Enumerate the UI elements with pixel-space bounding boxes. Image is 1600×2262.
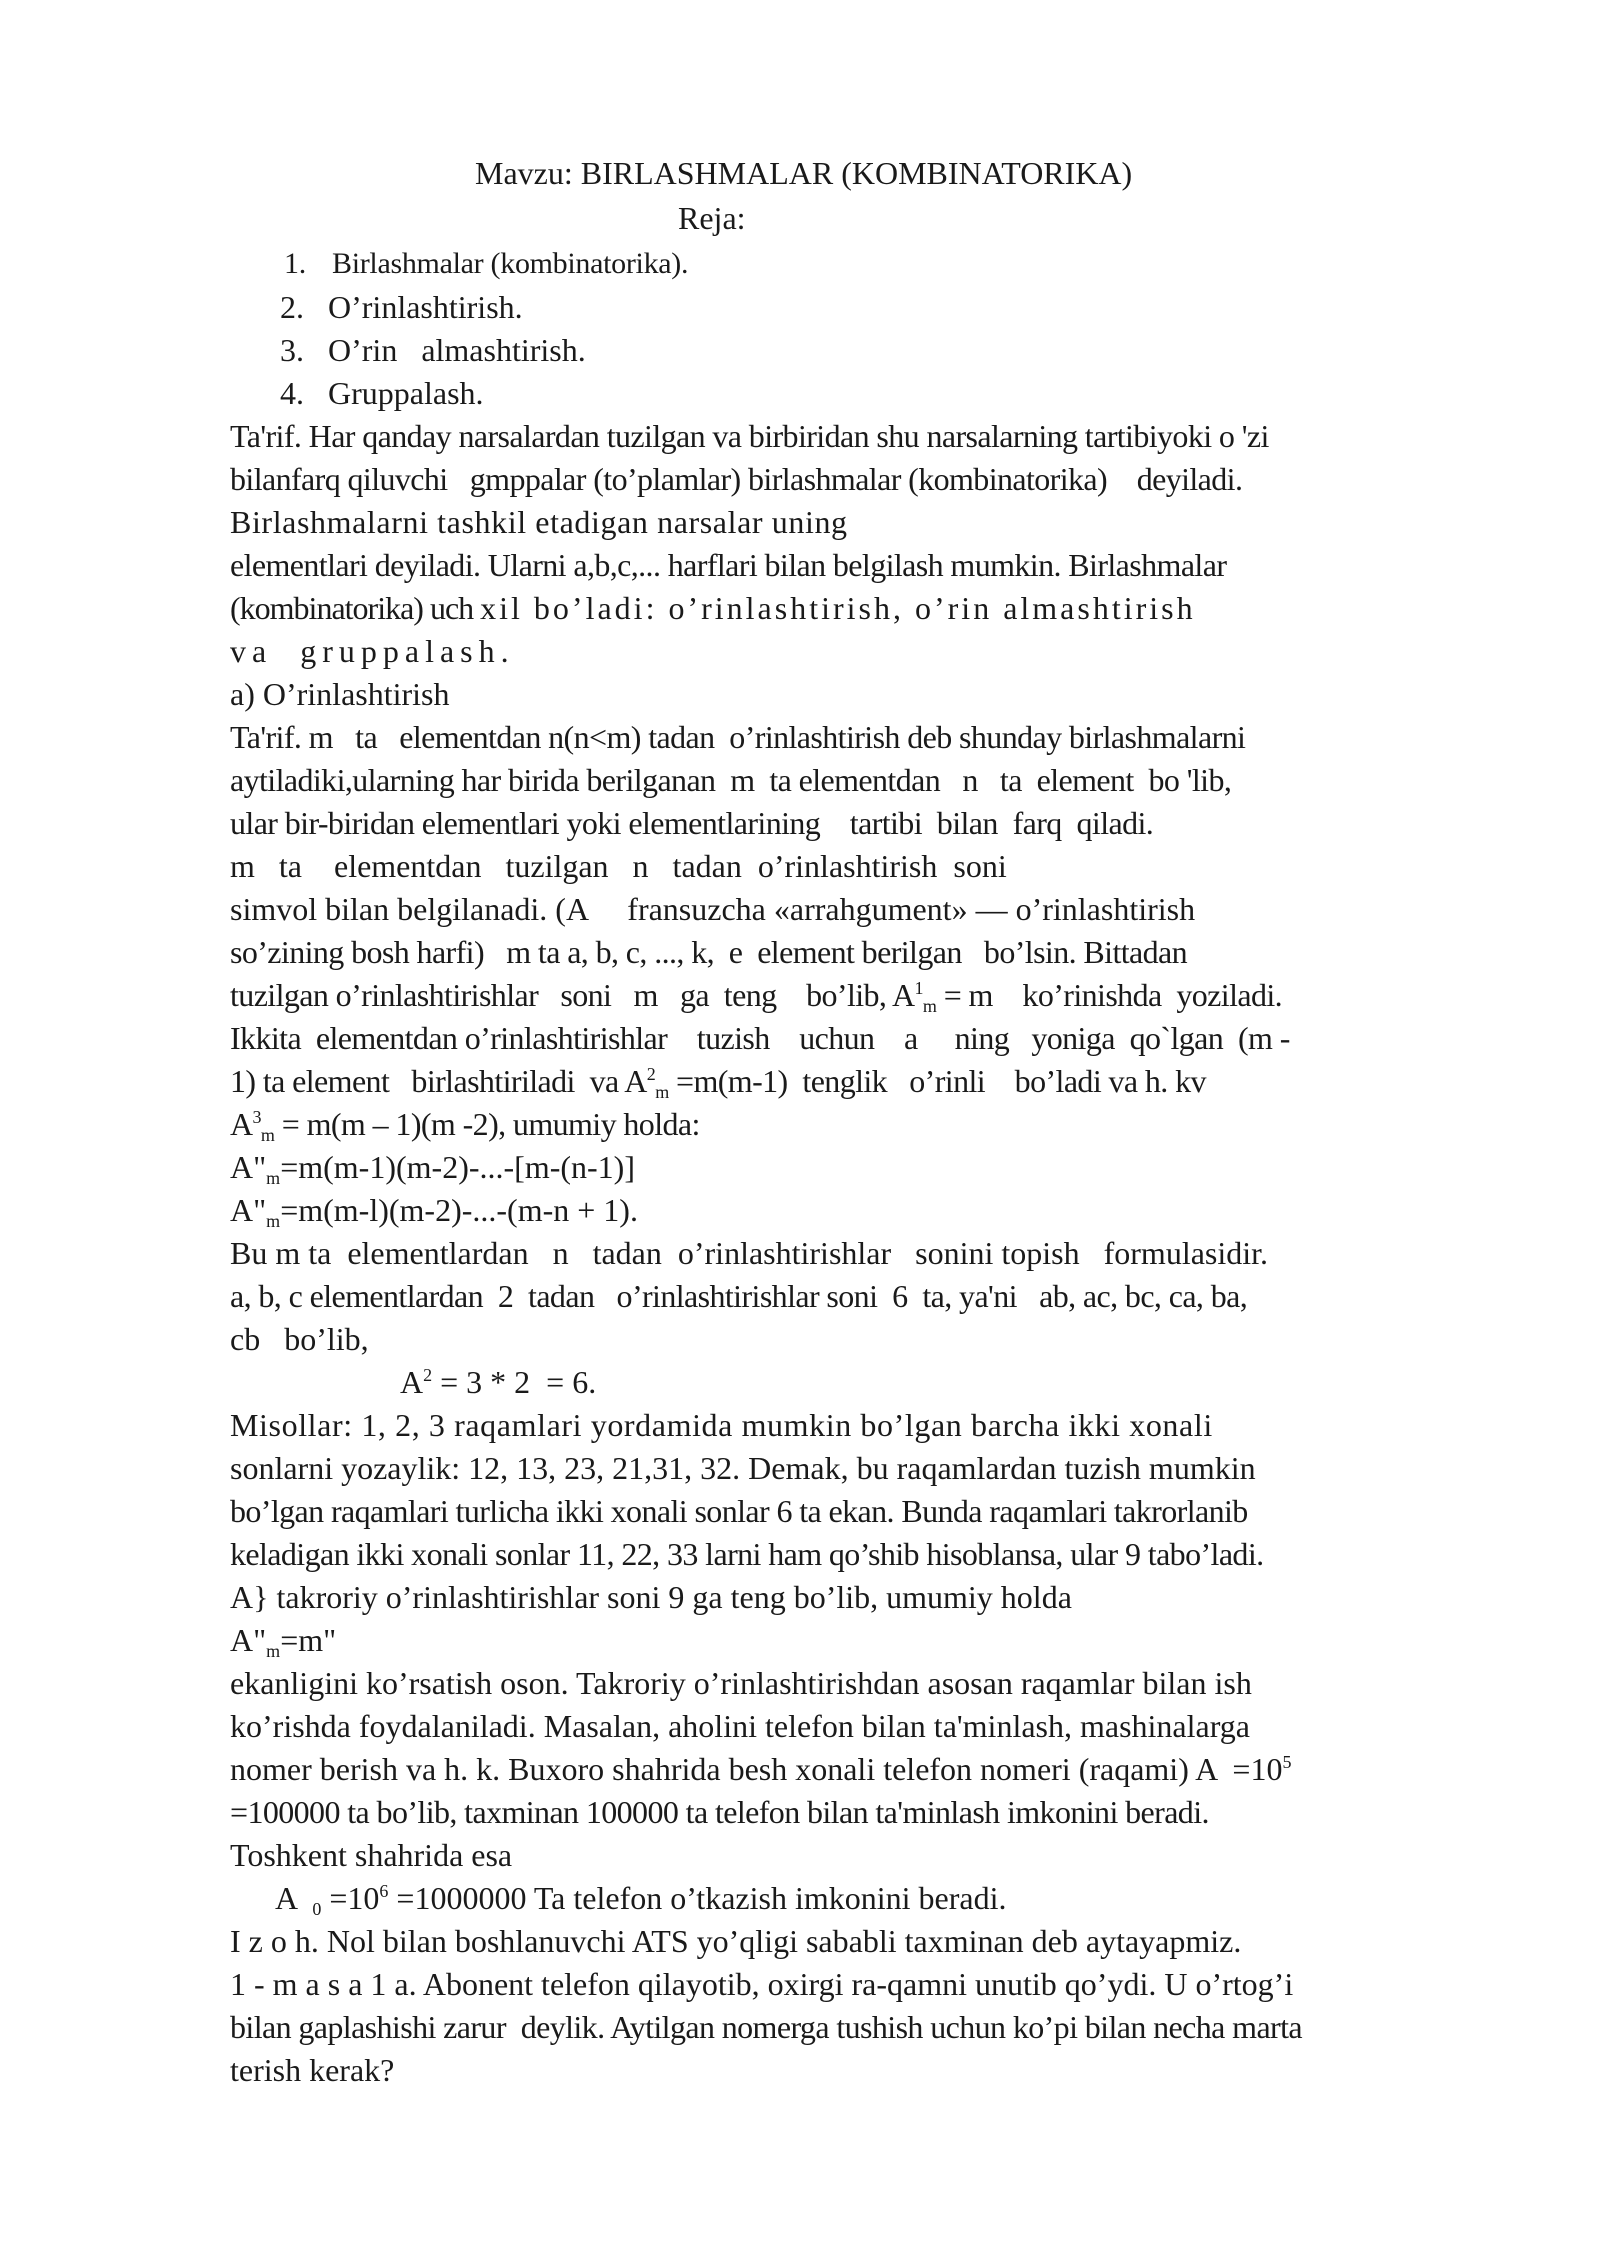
text-line: simvol bilan belgilanadi. (A fransuzcha «arrahgument» — o’rinlashtirish bbox=[230, 891, 1196, 927]
text-line: bo’lgan raqamlari turlicha ikki xonali sonlar 6 ta ekan. Bunda raqamlari takrorlanib bbox=[230, 1493, 1248, 1529]
text-line bbox=[230, 588, 1196, 628]
subscript: m bbox=[266, 1211, 281, 1231]
plan-item-number: 2. bbox=[280, 289, 304, 325]
subscript: m bbox=[266, 1641, 281, 1661]
superscript: 2 bbox=[646, 1064, 656, 1084]
plan-item-text: O’rin almashtirish. bbox=[328, 332, 586, 368]
plan-item-text: Gruppalash. bbox=[328, 375, 484, 411]
plan-item bbox=[280, 373, 484, 413]
text-line: elementlari deyiladi. Ularni a,b,c,... harflari bilan belgilash mumkin. Birlashmalar bbox=[230, 547, 1227, 583]
formula-line bbox=[230, 1190, 638, 1230]
text-line: =100000 ta bo’lib, taxminan 100000 ta telefon bilan ta'minlash imkonini beradi. bbox=[230, 1794, 1209, 1830]
text-line: Ikkita elementdan o’rinlashtirishlar tuzish uchun a ning yoniga qo`lgan (m - bbox=[230, 1020, 1290, 1056]
text-line: Ta'rif. m ta elementdan n(n<m) tadan o’rinlashtirish deb shunday birlashmalarni bbox=[230, 719, 1246, 755]
text-fragment: =m(m-l)(m-2)-...-(m-n + 1). bbox=[280, 1192, 638, 1228]
text-line: bilanfarq qiluvchi gmppalar (to’plamlar) birlashmalar (kombinatorika) deyiladi. bbox=[230, 461, 1243, 497]
formula-line bbox=[230, 1620, 336, 1660]
text-fragment: A" bbox=[230, 1622, 267, 1658]
subheading: a) O’rinlashtirish bbox=[230, 676, 450, 712]
plan-item bbox=[280, 330, 586, 370]
plan-item-number: 1. bbox=[284, 247, 306, 280]
text-fragment: A" bbox=[230, 1149, 267, 1185]
text-line: aytiladiki,ularning har birida berilganan m ta elementdan n ta element bo 'lib, bbox=[230, 762, 1232, 798]
note-line: I z o h. Nol bilan boshlanuvchi ATS yo’qligi sababli taxminan deb aytayapmiz. bbox=[230, 1923, 1242, 1959]
superscript: 1 bbox=[914, 978, 923, 998]
subscript: 0 bbox=[312, 1899, 322, 1919]
plan-item bbox=[284, 244, 688, 284]
text-fragment: 1) ta element birlashtiriladi va A bbox=[230, 1063, 647, 1099]
text-fragment: A bbox=[275, 1880, 313, 1916]
text-line: ekanligini ko’rsatish oson. Takroriy o’rinlashtirishdan asosan raqamlar bilan ish bbox=[230, 1665, 1252, 1701]
plan-item-number: 4. bbox=[280, 375, 304, 411]
text-fragment: =1000000 Ta telefon o’tkazish imkonini beradi. bbox=[388, 1880, 1007, 1916]
subscript: m bbox=[922, 996, 937, 1016]
superscript: 3 bbox=[252, 1107, 261, 1127]
text-line: sonlarni yozaylik: 12, 13, 23, 21,31, 32. Demak, bu raqamlardan tuzish mumkin bbox=[230, 1450, 1256, 1486]
text-fragment: tuzilgan o’rinlashtirishlar soni m ga teng bo’lib, A bbox=[230, 977, 915, 1013]
text-fragment: nomer berish va h. k. Buxoro shahrida besh xonali telefon nomeri (raqami) A =10 bbox=[230, 1751, 1283, 1787]
text-fragment: A bbox=[400, 1364, 424, 1400]
superscript: 5 bbox=[1282, 1752, 1292, 1772]
text-fragment: =m(m-1) tenglik o’rinli bo’ladi va h. kv bbox=[668, 1063, 1206, 1099]
formula-line bbox=[230, 1147, 635, 1187]
superscript: 2 bbox=[423, 1365, 433, 1385]
text-fragment: =m(m-1)(m-2)-...-[m-(n-1)] bbox=[280, 1149, 635, 1185]
formula-line bbox=[400, 1362, 596, 1402]
plan-item-text: O’rinlashtirish. bbox=[328, 289, 523, 325]
text-fragment: (kombinatorika) uch bbox=[230, 590, 481, 626]
plan-item-number: 3. bbox=[280, 332, 304, 368]
subscript: m bbox=[260, 1125, 275, 1145]
text-fragment: = m(m – 1)(m -2), umumiy holda: bbox=[274, 1106, 700, 1142]
formula-line bbox=[230, 1104, 700, 1144]
text-line: Misollar: 1, 2, 3 raqamlari yordamida mumkin bo’lgan barcha ikki xonali bbox=[230, 1407, 1213, 1443]
text-line: keladigan ikki xonali sonlar 11, 22, 33 larni ham qo’shib hisoblansa, ular 9 tabo’ladi. bbox=[230, 1536, 1264, 1572]
plan-item-text: Birlashmalar (kombinatorika). bbox=[332, 247, 689, 280]
text-line: Ta'rif. Har qanday narsalardan tuzilgan va birbiridan shu narsalarning tartibiyoki o 'zi bbox=[230, 418, 1269, 454]
text-line bbox=[230, 975, 1282, 1015]
text-line bbox=[230, 1061, 1206, 1101]
text-line: Toshkent shahrida esa bbox=[230, 1837, 513, 1873]
text-fragment: =10 bbox=[321, 1880, 380, 1916]
formula-line bbox=[275, 1878, 1006, 1918]
text-fragment: A bbox=[230, 1106, 253, 1142]
text-line: so’zining bosh harfi) m ta a, b, c, ..., k, e element berilgan bo’lsin. Bittadan bbox=[230, 934, 1188, 970]
superscript: 6 bbox=[379, 1881, 389, 1901]
text-line: A} takroriy o’rinlashtirishlar soni 9 ga teng bo’lib, umumiy holda bbox=[230, 1579, 1072, 1615]
subscript: m bbox=[655, 1082, 669, 1102]
problem-line: bilan gaplashishi zarur deylik. Aytilgan nomerga tushish uchun ko’pi bilan necha marta bbox=[230, 2009, 1303, 2045]
text-fragment: =m" bbox=[280, 1622, 337, 1658]
text-line: cb bo’lib, bbox=[230, 1321, 369, 1357]
text-line: ular bir-biridan elementlari yoki elementlarining tartibi bilan farq qiladi. bbox=[230, 805, 1154, 841]
subscript: m bbox=[266, 1168, 281, 1188]
document-title: Mavzu: BIRLASHMALAR (KOMBINATORIKA) bbox=[475, 155, 1133, 191]
text-line: ko’rishda foydalaniladi. Masalan, aholini telefon bilan ta'minlash, mashinalarga bbox=[230, 1708, 1250, 1744]
text-line: Birlashmalarni tashkil etadigan narsalar uning bbox=[230, 504, 848, 540]
text-line: va gruppalash. bbox=[230, 633, 515, 669]
plan-heading: Reja: bbox=[678, 200, 746, 236]
text-line: a, b, c elementlardan 2 tadan o’rinlashtirishlar soni 6 ta, ya'ni ab, ac, bc, ca, ba, bbox=[230, 1278, 1248, 1314]
plan-item bbox=[280, 287, 523, 327]
text-line: m ta elementdan tuzilgan n tadan o’rinlashtirish soni bbox=[230, 848, 1007, 884]
text-line: Bu m ta elementlardan n tadan o’rinlashtirishlar sonini topish formulasidir. bbox=[230, 1235, 1269, 1271]
problem-line: 1 - m a s a 1 a. Abonent telefon qilayotib, oxirgi ra-qamni unutib qo’ydi. U o’rtog’i bbox=[230, 1966, 1294, 2002]
problem-line: terish kerak? bbox=[230, 2052, 395, 2088]
text-fragment: = m ko’rinishda yoziladi. bbox=[936, 977, 1283, 1013]
text-line bbox=[230, 1749, 1291, 1789]
text-fragment: = 3 * 2 = 6. bbox=[432, 1364, 597, 1400]
text-fragment: A" bbox=[230, 1192, 267, 1228]
text-fragment: xil bo’ladi: o’rinlashtirish, o’rin almashtirish bbox=[480, 590, 1196, 626]
